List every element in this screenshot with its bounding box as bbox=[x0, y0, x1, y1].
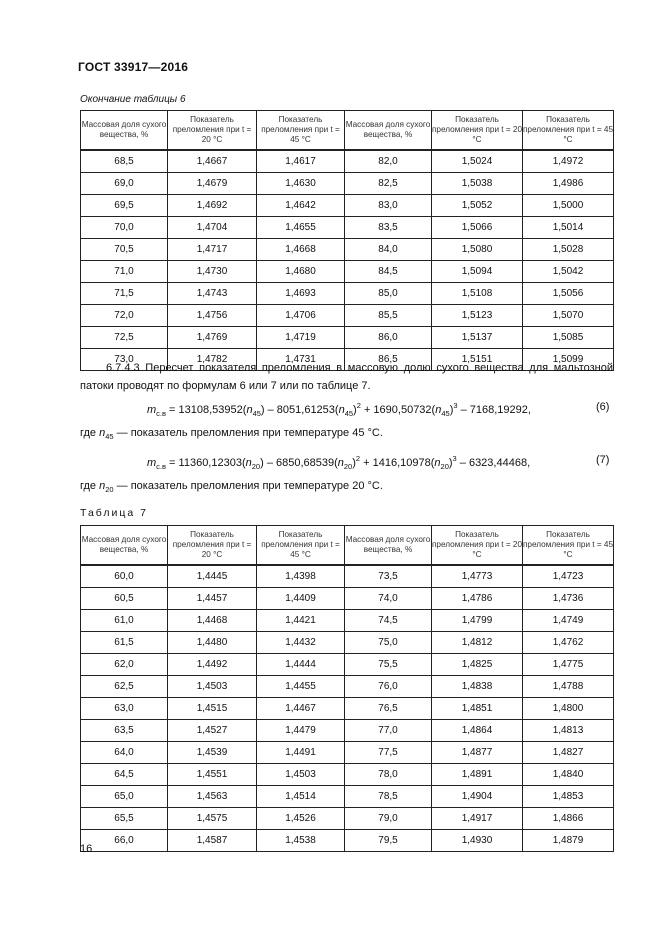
table-cell: 1,4762 bbox=[523, 632, 614, 654]
table-row bbox=[81, 217, 614, 239]
table-cell: 1,5042 bbox=[523, 261, 614, 283]
table-cell: 1,4398 bbox=[257, 565, 345, 588]
where-prefix: где bbox=[80, 480, 100, 492]
formula-sup: 3 bbox=[453, 401, 458, 410]
formula-part: ) – 8051,61253( bbox=[260, 404, 339, 416]
table-cell: 1,5123 bbox=[432, 305, 523, 327]
table-cell: 1,4457 bbox=[168, 588, 257, 610]
table-cell: 1,4526 bbox=[257, 808, 345, 830]
table-cell: 70,0 bbox=[81, 217, 168, 239]
formula-var: n bbox=[245, 457, 252, 469]
table-row bbox=[81, 632, 614, 654]
table-cell: 73,0 bbox=[81, 349, 168, 371]
where-var: n bbox=[99, 480, 106, 492]
formula-sub: 20 bbox=[343, 462, 353, 471]
table-cell: 1,4575 bbox=[168, 808, 257, 830]
table-cell: 69,0 bbox=[81, 173, 168, 195]
table-cell: 1,5094 bbox=[432, 261, 523, 283]
table-cell: 1,4667 bbox=[168, 150, 257, 173]
table-cell: 76,0 bbox=[345, 676, 432, 698]
table-cell: 78,0 bbox=[345, 764, 432, 786]
where-sub: 20 bbox=[105, 485, 114, 494]
table-cell: 1,4756 bbox=[168, 305, 257, 327]
table-cell: 1,5066 bbox=[432, 217, 523, 239]
table-cell: 70,5 bbox=[81, 239, 168, 261]
table-cell: 1,4515 bbox=[168, 698, 257, 720]
table7-body bbox=[81, 565, 614, 852]
paragraph-text: 6.7.4.3 Пересчет показателя преломления в массовую долю сухого вещества для мальтозной патоки проводят по формулам 6 или 7 или по таблице 7. bbox=[80, 362, 613, 392]
table-cell: 1,4799 bbox=[432, 610, 523, 632]
table7-header-cell: Показатель преломления при t = 20 °C bbox=[168, 526, 257, 566]
table-row bbox=[81, 808, 614, 830]
table-cell: 1,5000 bbox=[523, 195, 614, 217]
where-text: — показатель преломления при температуре 45 °С. bbox=[113, 427, 383, 439]
table-cell: 78,5 bbox=[345, 786, 432, 808]
formula-var: m bbox=[147, 404, 157, 416]
table-cell: 86,0 bbox=[345, 327, 432, 349]
table-cell: 60,0 bbox=[81, 565, 168, 588]
formula-var: n bbox=[246, 404, 253, 416]
table-cell: 74,0 bbox=[345, 588, 432, 610]
table-cell: 1,4731 bbox=[257, 349, 345, 371]
paragraph-6-7-4-3 bbox=[80, 359, 613, 395]
table-cell: 85,5 bbox=[345, 305, 432, 327]
formula-part: ) bbox=[353, 404, 357, 416]
table-cell: 1,5028 bbox=[523, 239, 614, 261]
table-cell: 68,5 bbox=[81, 150, 168, 173]
table-row bbox=[81, 610, 614, 632]
table-row bbox=[81, 786, 614, 808]
formula-sub: 45 bbox=[441, 409, 450, 418]
table7-header-cell: Показатель преломления при t = 20 °C bbox=[432, 526, 523, 566]
table-cell: 1,5056 bbox=[523, 283, 614, 305]
table-row bbox=[81, 764, 614, 786]
table-cell: 82,5 bbox=[345, 173, 432, 195]
table-row bbox=[81, 720, 614, 742]
table-cell: 62,0 bbox=[81, 654, 168, 676]
formula-6-where bbox=[80, 427, 383, 441]
table-cell: 73,5 bbox=[345, 565, 432, 588]
table-cell: 86,5 bbox=[345, 349, 432, 371]
table-cell: 1,4455 bbox=[257, 676, 345, 698]
table6-header-cell: Показатель преломления при t = 20 °C bbox=[432, 111, 523, 151]
table-row bbox=[81, 698, 614, 720]
formula-6-number: (6) bbox=[596, 401, 610, 413]
table7-header-cell: Массовая доля сухого вещества, % bbox=[345, 526, 432, 566]
table-cell: 1,4813 bbox=[523, 720, 614, 742]
table-cell: 1,5052 bbox=[432, 195, 523, 217]
table-cell: 1,5137 bbox=[432, 327, 523, 349]
table-row bbox=[81, 305, 614, 327]
table-cell: 65,5 bbox=[81, 808, 168, 830]
table-cell: 1,4679 bbox=[168, 173, 257, 195]
table-cell: 1,4717 bbox=[168, 239, 257, 261]
table-row bbox=[81, 654, 614, 676]
table-cell: 1,4800 bbox=[523, 698, 614, 720]
formula-part: = 13108,53952( bbox=[166, 404, 247, 416]
table-cell: 1,4432 bbox=[257, 632, 345, 654]
table-cell: 1,4719 bbox=[257, 327, 345, 349]
table-cell: 79,0 bbox=[345, 808, 432, 830]
formula-part: + 1690,50732( bbox=[360, 404, 436, 416]
table-cell: 83,0 bbox=[345, 195, 432, 217]
table-row bbox=[81, 150, 614, 173]
table-cell: 1,4723 bbox=[523, 565, 614, 588]
table-cell: 1,5070 bbox=[523, 305, 614, 327]
table-cell: 1,4904 bbox=[432, 786, 523, 808]
formula-sub: 45 bbox=[344, 409, 354, 418]
table-cell: 1,4617 bbox=[257, 150, 345, 173]
formula-var: n bbox=[338, 404, 345, 416]
formula-sup: 2 bbox=[356, 401, 361, 410]
table-cell: 1,4736 bbox=[523, 588, 614, 610]
table-cell: 65,0 bbox=[81, 786, 168, 808]
table-cell: 1,4917 bbox=[432, 808, 523, 830]
formula-sup: 2 bbox=[355, 454, 361, 463]
table-cell: 1,4812 bbox=[432, 632, 523, 654]
where-text: — показатель преломления при температуре 20 °С. bbox=[113, 480, 383, 492]
formula-part: ) bbox=[352, 457, 356, 469]
formula-7-number: (7) bbox=[596, 454, 610, 466]
table-cell: 1,4838 bbox=[432, 676, 523, 698]
table-cell: 1,4680 bbox=[257, 261, 345, 283]
table6-header-cell: Показатель преломления при t = 45 °C bbox=[257, 111, 345, 151]
table-cell: 76,5 bbox=[345, 698, 432, 720]
table-cell: 1,4879 bbox=[523, 830, 614, 852]
table-cell: 1,4467 bbox=[257, 698, 345, 720]
table-cell: 1,5099 bbox=[523, 349, 614, 371]
table-cell: 1,4693 bbox=[257, 283, 345, 305]
formula-part: ) bbox=[449, 404, 454, 416]
page-number: 16 bbox=[80, 843, 93, 855]
formula-sub: 20 bbox=[440, 462, 449, 471]
table-row bbox=[81, 261, 614, 283]
table-cell: 1,4527 bbox=[168, 720, 257, 742]
table-cell: 84,0 bbox=[345, 239, 432, 261]
table-row bbox=[81, 565, 614, 588]
table-cell: 1,4480 bbox=[168, 632, 257, 654]
table-cell: 1,4587 bbox=[168, 830, 257, 852]
table-cell: 61,5 bbox=[81, 632, 168, 654]
table-row bbox=[81, 283, 614, 305]
where-prefix: где bbox=[80, 427, 100, 439]
table-cell: 1,4668 bbox=[257, 239, 345, 261]
table-cell: 1,4853 bbox=[523, 786, 614, 808]
table-cell: 1,4769 bbox=[168, 327, 257, 349]
table7 bbox=[80, 525, 614, 852]
table-cell: 1,4730 bbox=[168, 261, 257, 283]
table-cell: 71,5 bbox=[81, 283, 168, 305]
table-row bbox=[81, 588, 614, 610]
formula-part: ) – 6850,68539( bbox=[260, 457, 338, 469]
table-cell: 1,4514 bbox=[257, 786, 345, 808]
table-row bbox=[81, 239, 614, 261]
table-cell: 1,4445 bbox=[168, 565, 257, 588]
table-cell: 1,4655 bbox=[257, 217, 345, 239]
table7-header-cell: Показатель преломления при t = 45 °C bbox=[257, 526, 345, 566]
table-cell: 82,0 bbox=[345, 150, 432, 173]
table-cell: 1,4563 bbox=[168, 786, 257, 808]
table-cell: 1,4642 bbox=[257, 195, 345, 217]
table-cell: 1,5038 bbox=[432, 173, 523, 195]
table-row bbox=[81, 195, 614, 217]
table-cell: 1,4877 bbox=[432, 742, 523, 764]
table-cell: 1,4551 bbox=[168, 764, 257, 786]
table-cell: 74,5 bbox=[345, 610, 432, 632]
formula-sub: 20 bbox=[251, 462, 261, 471]
table-cell: 1,4692 bbox=[168, 195, 257, 217]
table-cell: 1,4492 bbox=[168, 654, 257, 676]
table-cell: 1,5108 bbox=[432, 283, 523, 305]
table-cell: 63,5 bbox=[81, 720, 168, 742]
table6 bbox=[80, 110, 614, 371]
table-cell: 84,5 bbox=[345, 261, 432, 283]
table-cell: 1,5080 bbox=[432, 239, 523, 261]
table-cell: 1,4743 bbox=[168, 283, 257, 305]
table6-header-row bbox=[81, 111, 614, 151]
table-cell: 1,4827 bbox=[523, 742, 614, 764]
table7-caption: Таблица 7 bbox=[80, 507, 148, 519]
table-cell: 1,4775 bbox=[523, 654, 614, 676]
formula-part: ) bbox=[448, 457, 453, 469]
formula-part: + 1416,10978( bbox=[360, 457, 435, 469]
formula-var: m bbox=[147, 457, 157, 469]
table-cell: 64,5 bbox=[81, 764, 168, 786]
formula-var: n bbox=[434, 457, 441, 469]
table-cell: 77,5 bbox=[345, 742, 432, 764]
table-cell: 71,0 bbox=[81, 261, 168, 283]
table-cell: 1,4782 bbox=[168, 349, 257, 371]
table-cell: 1,4930 bbox=[432, 830, 523, 852]
table-cell: 1,4468 bbox=[168, 610, 257, 632]
table-cell: 1,5024 bbox=[432, 150, 523, 173]
table-cell: 1,4539 bbox=[168, 742, 257, 764]
formula-7-where bbox=[80, 480, 383, 494]
table-cell: 1,4851 bbox=[432, 698, 523, 720]
table-cell: 61,0 bbox=[81, 610, 168, 632]
table6-header-cell: Показатель преломления при t = 45 °C bbox=[523, 111, 614, 151]
where-var: n bbox=[99, 427, 106, 439]
formula-part: – 7168,19292, bbox=[457, 404, 531, 416]
table-row bbox=[81, 327, 614, 349]
formula-var: n bbox=[435, 404, 442, 416]
table7-header-cell: Показатель преломления при t = 45 °C bbox=[523, 526, 614, 566]
table-cell: 66,0 bbox=[81, 830, 168, 852]
table-cell: 1,4503 bbox=[168, 676, 257, 698]
formula-6 bbox=[147, 401, 531, 418]
table6-header-cell: Показатель преломления при t = 20 °C bbox=[168, 111, 257, 151]
table-cell: 1,4479 bbox=[257, 720, 345, 742]
table-cell: 1,4825 bbox=[432, 654, 523, 676]
table-cell: 60,5 bbox=[81, 588, 168, 610]
table-cell: 75,0 bbox=[345, 632, 432, 654]
table-cell: 1,4788 bbox=[523, 676, 614, 698]
table-cell: 1,4986 bbox=[523, 173, 614, 195]
table-cell: 1,4864 bbox=[432, 720, 523, 742]
formula-part: – 6323,44468, bbox=[456, 457, 531, 469]
table-cell: 72,5 bbox=[81, 327, 168, 349]
table-cell: 1,4630 bbox=[257, 173, 345, 195]
formula-sup: 3 bbox=[452, 454, 457, 463]
table-cell: 1,4704 bbox=[168, 217, 257, 239]
formula-sub: 45 bbox=[252, 409, 261, 418]
table6-header-cell: Массовая доля сухого вещества, % bbox=[81, 111, 168, 151]
table-cell: 1,4503 bbox=[257, 764, 345, 786]
table-cell: 1,4421 bbox=[257, 610, 345, 632]
table-cell: 1,4972 bbox=[523, 150, 614, 173]
table-cell: 64,0 bbox=[81, 742, 168, 764]
table-row bbox=[81, 742, 614, 764]
table-cell: 75,5 bbox=[345, 654, 432, 676]
formula-7 bbox=[147, 454, 530, 471]
table-cell: 79,5 bbox=[345, 830, 432, 852]
table-cell: 1,4538 bbox=[257, 830, 345, 852]
table-cell: 1,4409 bbox=[257, 588, 345, 610]
table-cell: 77,0 bbox=[345, 720, 432, 742]
table-cell: 63,0 bbox=[81, 698, 168, 720]
table-cell: 1,4891 bbox=[432, 764, 523, 786]
table-cell: 1,5085 bbox=[523, 327, 614, 349]
formula-sub: с.в bbox=[156, 462, 166, 471]
table-cell: 85,0 bbox=[345, 283, 432, 305]
table-cell: 62,5 bbox=[81, 676, 168, 698]
table6-body bbox=[81, 150, 614, 371]
formula-sub: с.в bbox=[156, 409, 166, 418]
table-cell: 83,5 bbox=[345, 217, 432, 239]
table-row bbox=[81, 830, 614, 852]
table-cell: 1,5014 bbox=[523, 217, 614, 239]
document-title: ГОСТ 33917—2016 bbox=[78, 60, 189, 74]
table-cell: 69,5 bbox=[81, 195, 168, 217]
table-cell: 1,4749 bbox=[523, 610, 614, 632]
table-row bbox=[81, 676, 614, 698]
table-cell: 72,0 bbox=[81, 305, 168, 327]
table6-header-cell: Массовая доля сухого вещества, % bbox=[345, 111, 432, 151]
table-cell: 1,5151 bbox=[432, 349, 523, 371]
table-cell: 1,4840 bbox=[523, 764, 614, 786]
table-cell: 1,4866 bbox=[523, 808, 614, 830]
table-cell: 1,4786 bbox=[432, 588, 523, 610]
formula-part: = 11360,12303( bbox=[166, 457, 246, 469]
table7-header-row bbox=[81, 526, 614, 566]
formula-var: n bbox=[337, 457, 344, 469]
where-sub: 45 bbox=[105, 432, 114, 441]
table7-header-cell: Массовая доля сухого вещества, % bbox=[81, 526, 168, 566]
table-cell: 1,4491 bbox=[257, 742, 345, 764]
table-cell: 1,4773 bbox=[432, 565, 523, 588]
table6-caption: Окончание таблицы 6 bbox=[80, 94, 186, 105]
table-cell: 1,4444 bbox=[257, 654, 345, 676]
table-row bbox=[81, 173, 614, 195]
table-cell: 1,4706 bbox=[257, 305, 345, 327]
